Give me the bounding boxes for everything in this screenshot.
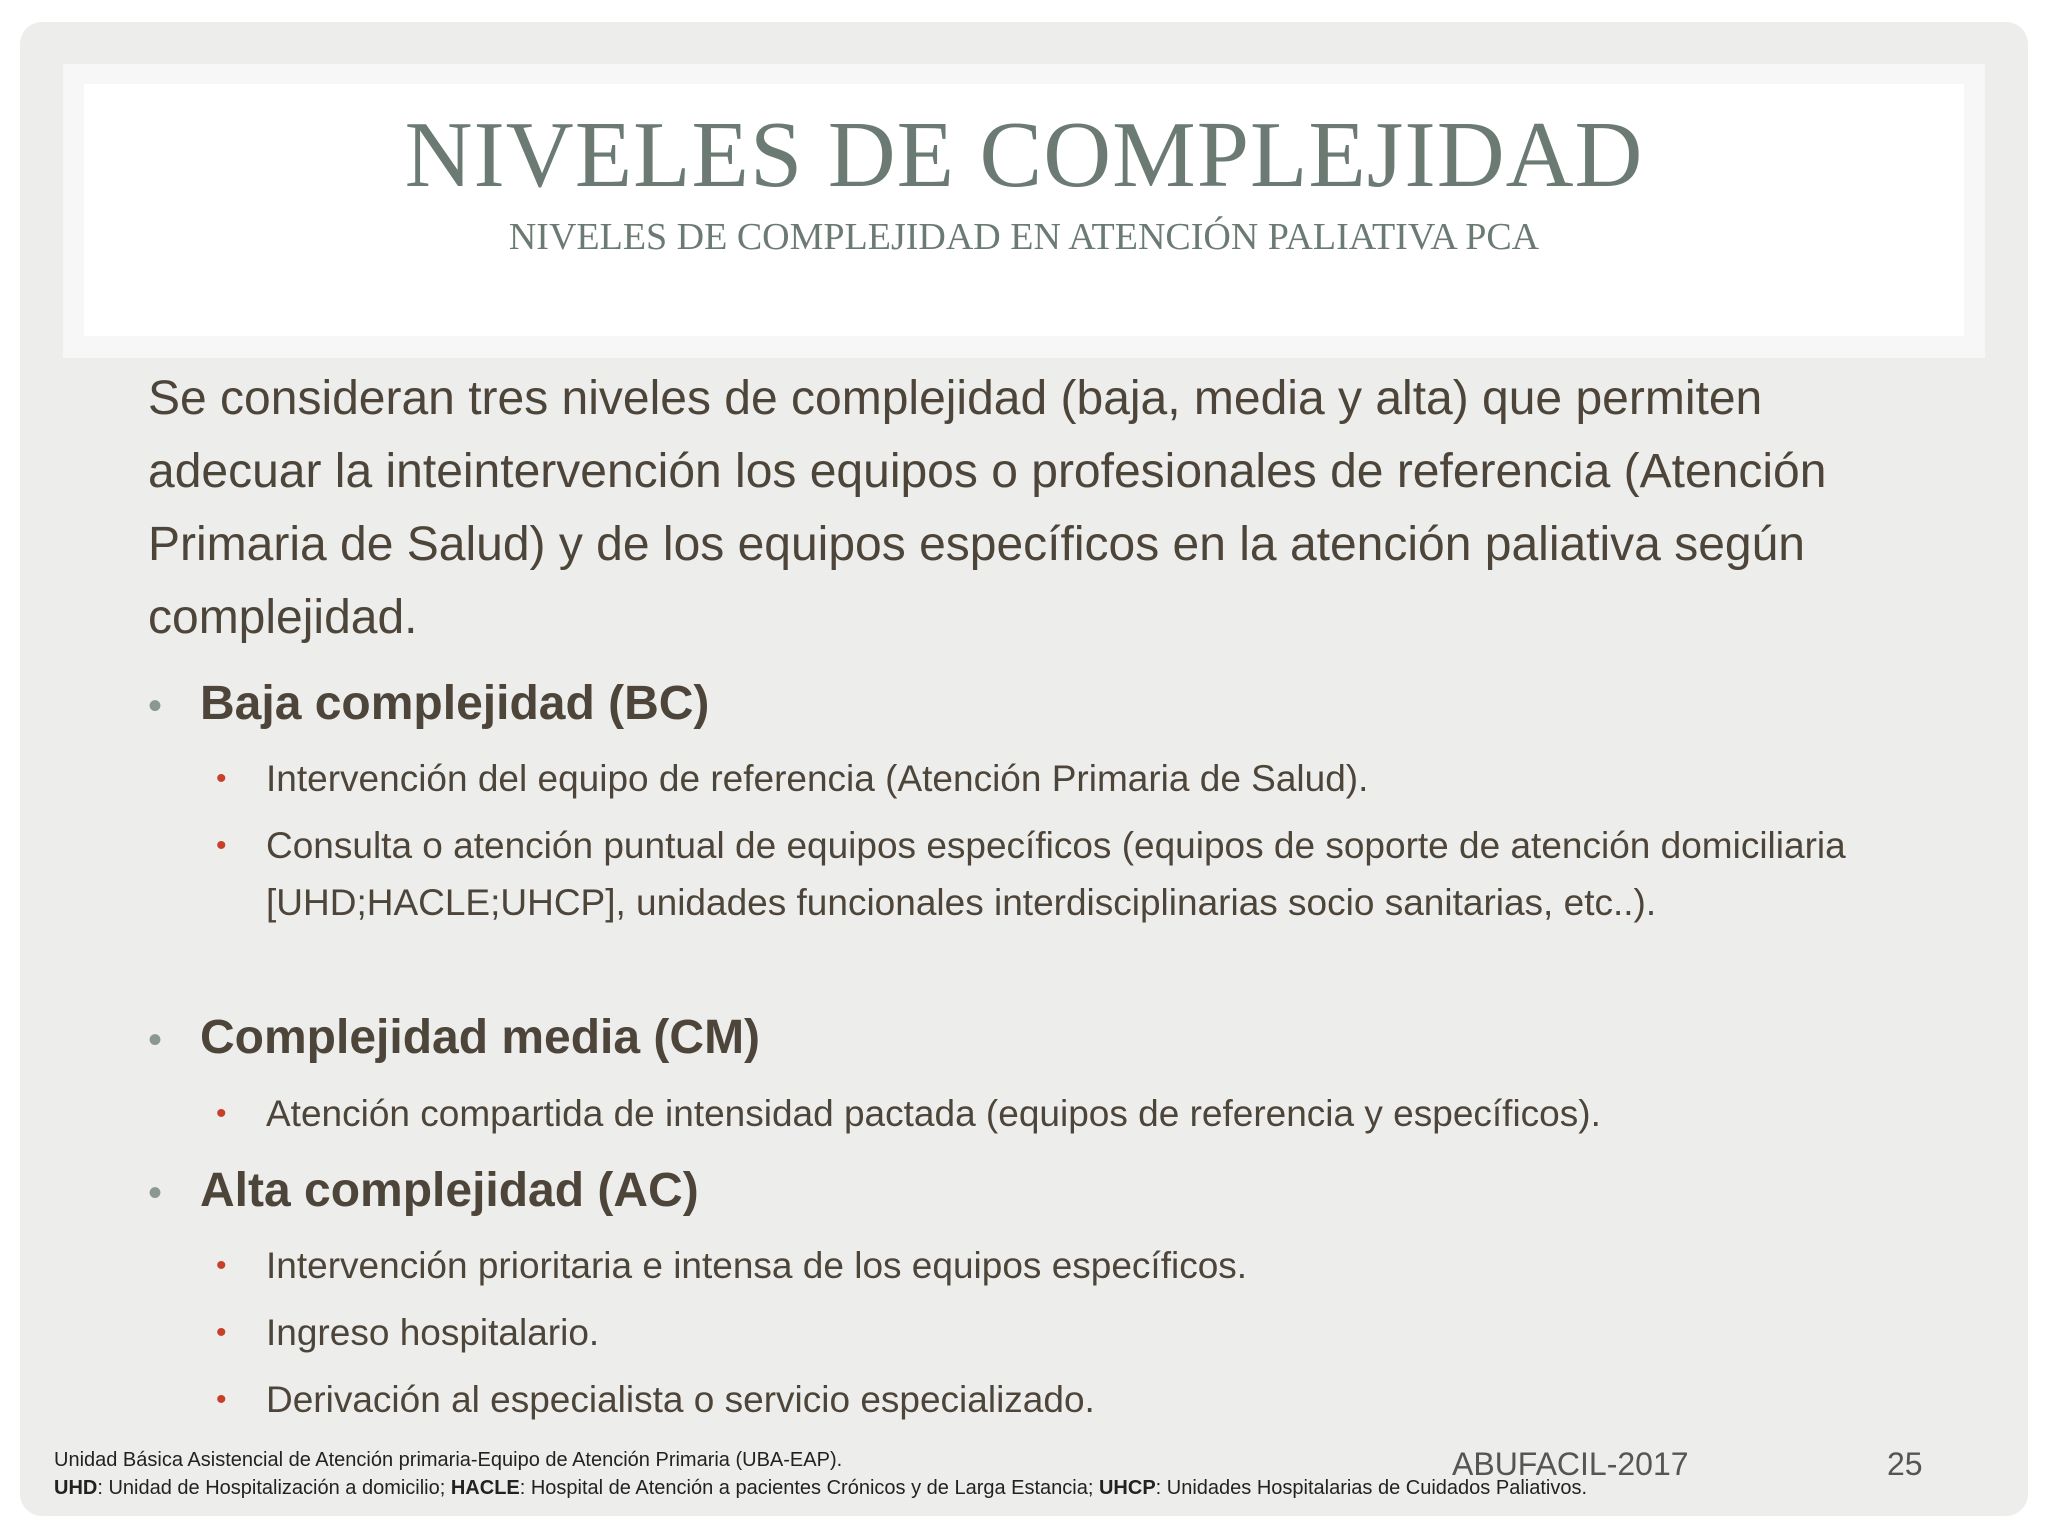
list-item	[216, 1371, 1876, 1428]
bullet-icon: •	[148, 1018, 163, 1062]
level-heading-media	[148, 1010, 760, 1068]
slide-subtitle: NIVELES DE COMPLEJIDAD EN ATENCIÓN PALIATIVA PCA	[508, 216, 1540, 258]
bullet-icon: •	[216, 1383, 227, 1416]
abbr-uhcp-def: : Unidades Hospitalarias de Cuidados Paliativos.	[1155, 1477, 1588, 1499]
list-item-text: Ingreso hospitalario.	[266, 1312, 600, 1353]
level-heading-text: Baja complejidad (BC)	[200, 677, 710, 730]
bullet-icon: •	[216, 1249, 227, 1282]
abbr-hacle-def: : Hospital de Atención a pacientes Crónicos y de Larga Estancia;	[519, 1477, 1099, 1499]
list-item	[216, 817, 1876, 931]
footer-label: ABUFACIL-2017	[1452, 1446, 1689, 1482]
list-item	[216, 750, 1876, 807]
slide-title: NIVELES DE COMPLEJIDAD	[404, 103, 1644, 207]
list-item	[216, 1304, 1876, 1361]
level-heading-text: Alta complejidad (AC)	[200, 1164, 699, 1217]
level-heading-baja	[148, 676, 709, 734]
list-item	[216, 1085, 1876, 1142]
list-item	[216, 1237, 1876, 1294]
bullet-icon: •	[216, 1097, 227, 1130]
level-heading-alta	[148, 1163, 699, 1221]
bullet-icon: •	[216, 829, 227, 862]
bullet-icon: •	[216, 762, 227, 795]
abbr-hacle: HACLE	[450, 1477, 520, 1499]
footnote-line-2	[54, 1478, 1587, 1498]
abbr-uhcp: UHCP	[1098, 1477, 1156, 1499]
abbr-uhd-def: : Unidad de Hospitalización a domicilio;	[97, 1477, 451, 1499]
list-item-text: Intervención prioritaria e intensa de los equipos específicos.	[266, 1245, 1248, 1286]
list-item-text: Intervención del equipo de referencia (Atención Primaria de Salud).	[266, 758, 1369, 799]
footnote-line-1: Unidad Básica Asistencial de Atención primaria-Equipo de Atención Primaria (UBA-EAP).	[54, 1449, 843, 1471]
list-item-text: Consulta o atención puntual de equipos específicos (equipos de soporte de atención domiciliaria [UHD;HACLE;UHCP], unidades funcionales interdisciplinarias socio sanitarias, etc..).	[266, 825, 1846, 923]
list-item-text: Atención compartida de intensidad pactada (equipos de referencia y específicos).	[266, 1093, 1601, 1134]
list-item-text: Derivación al especialista o servicio especializado.	[266, 1379, 1095, 1420]
intro-paragraph: Se consideran tres niveles de complejidad (baja, media y alta) que permiten adecuar la inteintervención los equipos o profesionales de referencia (Atención Primaria de Salud) y de los equipos específicos en la atención paliativa según complejidad.	[148, 372, 1827, 644]
bullet-icon: •	[148, 684, 163, 728]
abbr-uhd: UHD	[54, 1477, 98, 1499]
level-heading-text: Complejidad media (CM)	[200, 1011, 761, 1064]
bullet-icon: •	[148, 1171, 163, 1215]
page-number: 25	[1887, 1446, 1923, 1482]
bullet-icon: •	[216, 1316, 227, 1349]
